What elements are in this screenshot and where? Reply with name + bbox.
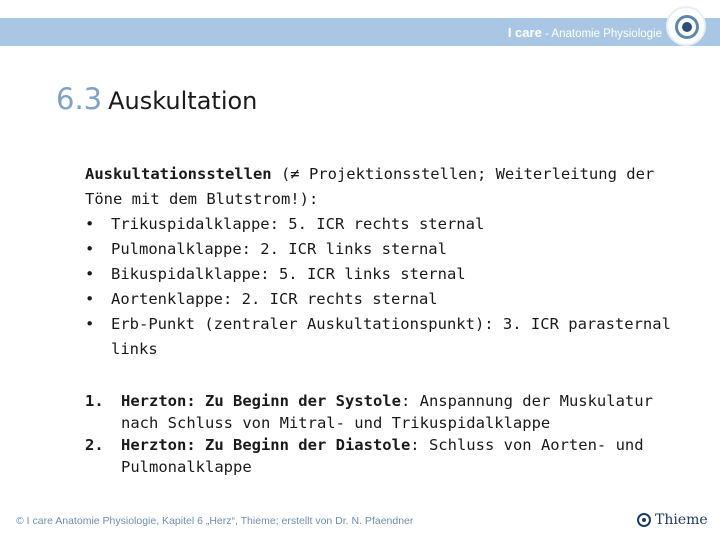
list-item <box>85 262 685 287</box>
brand-rest: - Anatomie Physiologie <box>545 28 662 40</box>
list-item-text: Erb-Punkt (zentraler Auskultationspunkt): 3. ICR parasternal links <box>111 315 671 358</box>
eye-logo-icon <box>666 6 706 46</box>
publisher-name: Thieme <box>655 512 708 528</box>
bullet-marker: • <box>85 265 95 283</box>
list-item <box>85 212 685 237</box>
list-item-text: Aortenklappe: 2. ICR rechts sternal <box>111 290 438 308</box>
list-item <box>85 287 685 312</box>
list-item-text: Trikuspidalklappe: 5. ICR rechts sternal <box>111 215 485 233</box>
copyright-footer: © I care Anatomie Physiologie, Kapitel 6 „Herz“, Thieme; erstellt von Dr. N. Pfaendner <box>16 515 414 527</box>
bullet-marker: • <box>85 290 95 308</box>
heart-sounds-list <box>85 390 685 478</box>
brand-bold: I care <box>507 25 542 40</box>
brand-text <box>508 25 662 40</box>
item-bold: Herzton: Zu Beginn der Systole <box>121 392 401 410</box>
item-rest: : Schluss von Aorten- und Pulmonalklappe <box>121 436 644 476</box>
item-rest: : Anspannung der Muskulatur nach Schluss von Mitral- und Trikuspidalklappe <box>121 392 653 432</box>
section-title: Auskultation <box>108 87 258 115</box>
numbered-item <box>85 390 685 434</box>
page-title <box>56 82 257 116</box>
intro-rest: (≠ Projektionsstellen; Weiterleitung der Töne mit dem Blutstrom!): <box>85 165 655 208</box>
publisher-logo <box>637 512 708 528</box>
list-item-text: Pulmonalklappe: 2. ICR links sternal <box>111 240 447 258</box>
numbered-item <box>85 434 685 478</box>
list-item <box>85 312 685 362</box>
header-bar <box>0 18 720 46</box>
bullet-marker: • <box>85 240 95 258</box>
section-number: 6.3 <box>56 82 103 116</box>
auscultation-list <box>85 212 685 362</box>
intro-paragraph <box>85 162 685 212</box>
item-number: 2. <box>85 436 104 454</box>
item-bold: Herzton: Zu Beginn der Diastole <box>121 436 411 454</box>
list-item <box>85 237 685 262</box>
slide-content <box>85 162 685 478</box>
list-item-text: Bikuspidalklappe: 5. ICR links sternal <box>111 265 466 283</box>
bullet-marker: • <box>85 315 95 333</box>
bullet-marker: • <box>85 215 95 233</box>
intro-bold: Auskultationsstellen <box>85 165 272 183</box>
thieme-logo-icon <box>637 513 651 527</box>
item-number: 1. <box>85 392 104 410</box>
